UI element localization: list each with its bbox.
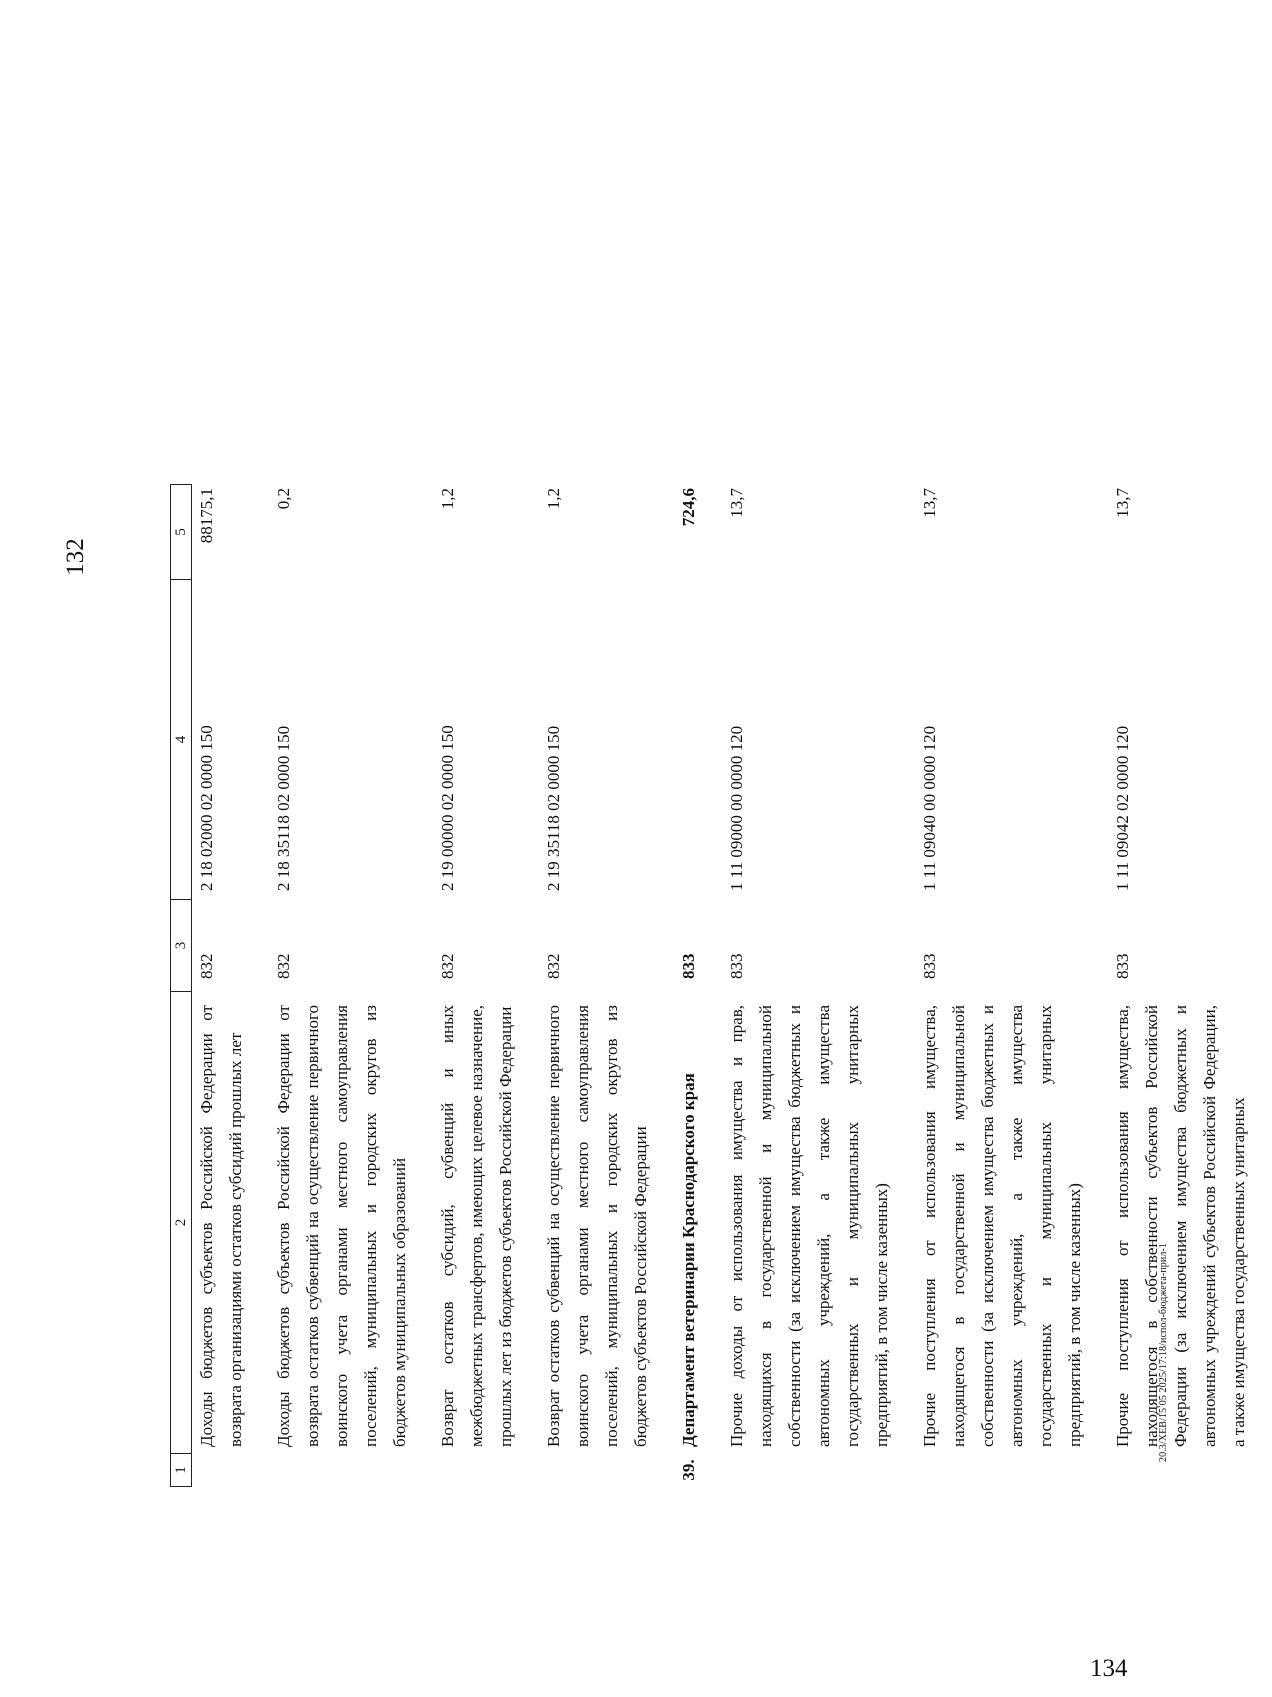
- row-revenue-code: 1 11 09000 00 0000 120: [727, 725, 746, 891]
- row-revenue-code: 1 11 09040 00 0000 120: [920, 725, 939, 891]
- row-amount: 1,2: [544, 488, 563, 510]
- row-admin-code: 833: [1113, 953, 1132, 979]
- row-revenue-code: 2 18 35118 02 0000 150: [274, 725, 293, 891]
- row-name: Прочие поступления от использования имущества, находящегося в собственности субъектов Российской Федерации (за исключением имущества бюджетных и автономных учреждений субъектов Российской Федерации, а также имущества государственных унитарных: [1113, 1005, 1248, 1447]
- header-col-4: 4: [170, 579, 192, 899]
- row-name: Доходы бюджетов субъектов Российской Федерации от возврата организациями остатков субсидий прошлых лет: [197, 1005, 245, 1447]
- row-amount: 88175,1: [197, 488, 216, 544]
- row-admin-code: 832: [544, 953, 563, 979]
- row-amount: 13,7: [1113, 488, 1132, 518]
- row-number: [722, 1453, 896, 1487]
- row-name: Прочие поступления от использования имущества, находящегося в государственной и муниципальной собственности (за исключением имущества бюджетных и автономных учреждений, а также имущества государственных и муниципальных унитарных предприятий, в том числе казенных): [920, 1005, 1084, 1447]
- row-amount: 13,7: [727, 488, 746, 518]
- row-amount: 1,2: [438, 488, 457, 510]
- header-col-2: 2: [170, 991, 192, 1453]
- row-number: [1108, 1453, 1253, 1487]
- row-number: [433, 1453, 520, 1487]
- row-name: Доходы бюджетов субъектов Российской Федерации от возврата остатков субвенций на осуществление первичного воинского учета органами местного самоуправления поселений, муниципальных и городских округов из бюджетов муниципальных образований: [274, 1005, 409, 1447]
- row-name: Прочие доходы от использования имущества и прав, находящихся в государственной и муниципальной собственности (за исключением имущества бюджетных и автономных учреждений, а также имущества государственных и муниципальных унитарных предприятий, в том числе казенных): [727, 1005, 891, 1447]
- row-number: 39.: [679, 1459, 698, 1481]
- row-admin-code: 833: [727, 953, 746, 979]
- row-revenue-code: 1 11 09042 02 0000 120: [1113, 725, 1132, 891]
- page-number-top: 132: [62, 538, 89, 576]
- row-name: Департамент ветеринарии Краснодарского края: [679, 1073, 698, 1447]
- revenue-table: [170, 0, 1272, 1487]
- row-admin-code: 833: [679, 953, 698, 979]
- row-admin-code: 832: [197, 953, 216, 979]
- header-col-5: 5: [170, 484, 192, 579]
- row-revenue-code: 2 19 35118 02 0000 150: [544, 725, 563, 891]
- row-number: [192, 1453, 250, 1487]
- header-col-3: 3: [170, 899, 192, 991]
- row-name: Возврат остатков субвенций на осуществление первичного воинского учета органами местного самоуправления поселений, муниципальных и городских округов из бюджетов субъектов Российской Федерации: [544, 1005, 650, 1447]
- row-number: [915, 1453, 1089, 1487]
- header-col-1: 1: [170, 1453, 192, 1487]
- row-revenue-code: [674, 579, 703, 899]
- row-amount: 724,6: [679, 488, 698, 527]
- row-name: Возврат остатков субсидий, субвенций и иных межбюджетных трансфертов, имеющих целевое назначение, прошлых лет из бюджетов субъектов Российской Федерации: [438, 1005, 515, 1447]
- row-admin-code: 832: [438, 953, 457, 979]
- row-admin-code: 832: [274, 953, 293, 979]
- row-revenue-code: 2 18 02000 02 0000 150: [197, 725, 216, 891]
- footer-code: 20.3/XEB/15 05 2025/17:18/испол-бюджета-прил-1: [1158, 1243, 1169, 1462]
- page-number-side: 134: [1090, 1655, 1128, 1682]
- row-number: [269, 1453, 414, 1487]
- row-amount: 13,7: [920, 488, 939, 518]
- row-admin-code: 833: [920, 953, 939, 979]
- row-revenue-code: 2 19 00000 02 0000 150: [438, 725, 457, 891]
- row-amount: 0,2: [274, 488, 293, 510]
- row-number: [539, 1453, 655, 1487]
